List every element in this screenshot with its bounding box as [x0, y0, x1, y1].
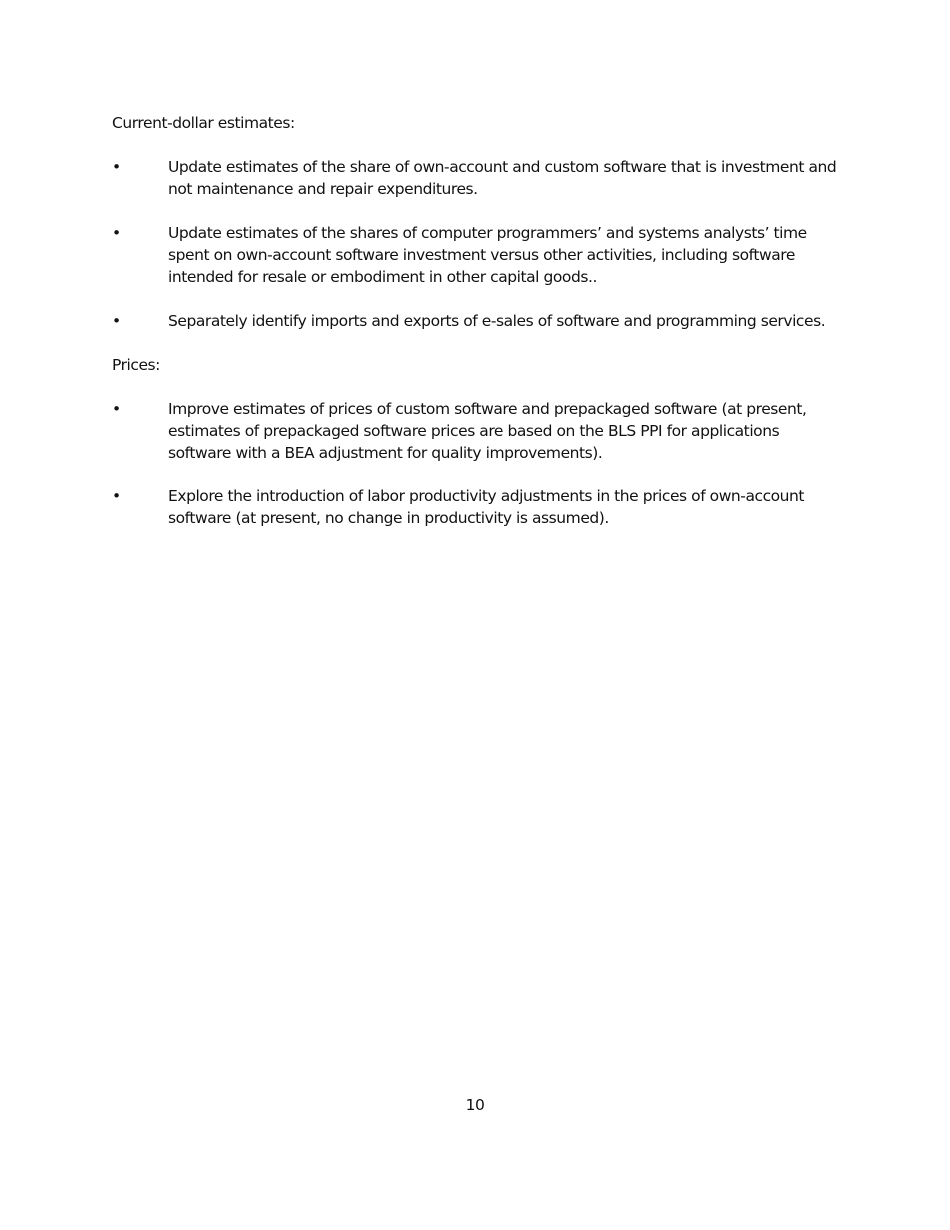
text-line: intended for resale or embodiment in other capital goods..	[168, 268, 597, 286]
text-line: spent on own-account software investment versus other activities, including software	[168, 246, 795, 264]
bullet-icon: •	[112, 487, 121, 505]
list-item-text	[168, 156, 836, 200]
bullet-icon: •	[112, 400, 121, 418]
section-heading-prices: Prices:	[112, 356, 160, 374]
list-item-text	[168, 485, 804, 529]
page-number: 10	[465, 1096, 485, 1114]
text-line: not maintenance and repair expenditures.	[168, 180, 478, 198]
bullet-icon: •	[112, 158, 121, 176]
list-item-text	[168, 398, 806, 464]
section-heading-current-dollar: Current-dollar estimates:	[112, 114, 295, 132]
bullet-icon: •	[112, 312, 121, 330]
text-line: software (at present, no change in productivity is assumed).	[168, 509, 609, 527]
list-item-text	[168, 222, 807, 288]
text-line: Update estimates of the shares of computer programmers’ and systems analysts’ time	[168, 224, 807, 242]
list-item-text	[168, 310, 825, 332]
text-line: Improve estimates of prices of custom software and prepackaged software (at present,	[168, 400, 807, 418]
text-line: Update estimates of the share of own-account and custom software that is investment and	[168, 158, 837, 176]
bullet-icon: •	[112, 224, 121, 242]
text-line: software with a BEA adjustment for quality improvements).	[168, 444, 603, 462]
text-line: estimates of prepackaged software prices are based on the BLS PPI for applications	[168, 422, 780, 440]
text-line: Explore the introduction of labor productivity adjustments in the prices of own-account	[168, 487, 805, 505]
text-line: Separately identify imports and exports of e-sales of software and programming services.	[168, 312, 826, 330]
